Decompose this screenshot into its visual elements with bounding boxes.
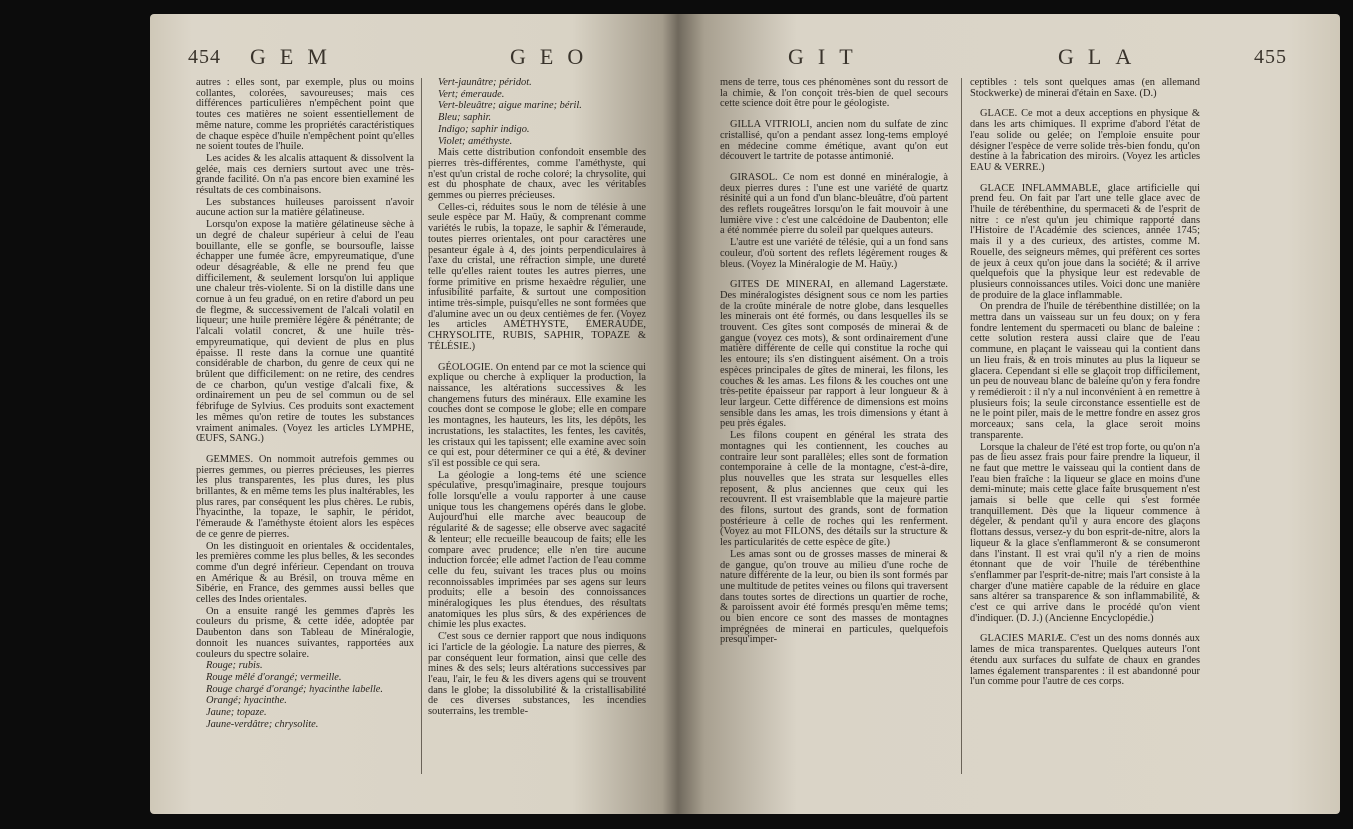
list-item: Bleu; saphir. (438, 112, 492, 124)
left-column-1 (196, 78, 414, 790)
paragraph: Mais cette distribution confondoit ensemble des pierres très-différentes, comme l'améthyste, qui n'est qu'un cristal de roche coloré; la chrysolite, qui est du phosphate de chaux, avec les véritables gemmes ou pierres précieuses. (428, 147, 646, 202)
paragraph: mens de terre, tous ces phénomènes sont du ressort de la chimie, & l'on conçoit très-bien de quel secours cette science doit être pour le géologiste. (720, 78, 948, 110)
paragraph: Lorsqu'on expose la matière gélatineuse sèche à un degré de chaleur supérieur à celui de l'eau bouillante, elle se gonfle, se boursoufle, laisse échapper une fumée âcre, empyreumatique, d'une odeur désagréable, & elle ne prend feu que difficilement, & seulement lorsqu'on lui applique une chaleur très-violente. Si on la distille dans une cornue à un feu gradué, on en retire d'abord un peu de flegme, & successivement de l'alcali volatil en liqueur; une huile première légère & pénétrante; de l'alcali volatil concret, & une huile très-empyreumatique, qui devient de plus en plus épaisse. Il reste dans la cornue une quantité considérable de charbon, du genre de ceux qui ne brûlent que difficilement: on ne retire, des cendres de ce charbon, qu'un vestige d'alcali fixe, & ordinairement un peu de sel commun ou de sel fébrifuge de Sylvius. Ces produits sont exactement les mêmes qu'on retire de toutes les substances vraiment animales. (Voyez les articles LYMPHE, ŒUFS, SANG.) (196, 219, 414, 445)
list-item: Violet; améthyste. (438, 135, 513, 147)
left-column-2 (428, 78, 646, 790)
list-item: Vert-bleuâtre; aigue marine; béril. (438, 100, 582, 112)
right-header-left: GIT (788, 44, 867, 69)
paragraph: Lorsque la chaleur de l'été est trop forte, ou qu'on n'a pas de lieu assez frais pour faire prendre la liqueur, il ne faut que mettre le vaisseau qui la contient dans de l'eau bien fraîche : la liqueur se glace en moins d'une demi-minute; mais cette glace faite brusquement n'est jamais si belle que celle qui s'est formée tranquillement. Dès que la liqueur commence à dégeler, & pendant qu'il y aura encore des glaçons flottans dessus, versez-y du bon esprit-de-nitre, alors la liqueur & la glace s'enflammeront & se consumeront dans l'instant. Il est vrai qu'il n'y a rien de moins étonnant que de voir l'huile de térébenthine s'enflammer par l'esprit-de-nitre; mais l'art consiste à la charger d'une matière capable de la réduire en glace sans altérer sa transparence & son inflammabilité, & c'est ce qui arrive dans le procédé qu'on vient d'indiquer. (D. J.) (Ancienne Encyclopédie.) (970, 441, 1200, 624)
column-divider (421, 78, 422, 774)
paragraph: Les substances huileuses paroissent n'avoir aucune action sur la matière gélatineuse. (196, 196, 414, 219)
paragraph: Les filons coupent en général les strata des montagnes qui les contiennent, les couches au contraire leur sont parallèles; elles sont de formation contemporaine à celle de la montagne, c'est-à-dire, plus nouvelles que les strata sur lesquelles elles reposent, & plus anciennes que ceux qui les recouvrent. Il est vraisemblable que la majeure partie des filons, surtout des grands, sont de formation postérieure à celle de roches qui les renferment. (Voyez au mot FILONS, des détails sur la structure & les particularités de cette espèce de gîte.) (720, 430, 948, 549)
open-book (150, 14, 1340, 814)
entry-gilla-vitrioli: GILLA VITRIOLI, ancien nom du sulfate de zinc cristallisé, qu'on a pendant assez long-tems employé en médecine comme émétique, avant qu'on eut découvert le tartrite de potasse antimonié. (720, 119, 948, 163)
paragraph: On prendra de l'huile de térébenthine distillée; on la mettra dans un vaisseau sur un feu doux; on y fera fondre lentement du spermaceti ou blanc de baleine : cette solution restera aussi claire que de l'eau commune, en plaçant le vaisseau qui la contient dans un lieu frais, & en trois minutes au plus la liqueur se glacera. Cependant si elle se glaçoit trop difficilement, un peu de nouveau blanc de baleine qu'on y fera fondre y remédieroit : il n'y a nul inconvénient à en remettre à plusieurs fois; la seule circonstance essentielle est de ne le point piler, mais de le mettre fondre en assez gros morceaux; sans cela, la glace seroit moins transparente. (970, 301, 1200, 441)
paragraph: Les acides & les alcalis attaquent & dissolvent la gelée, mais ces derniers surtout avec une très-grande facilité. On n'a pas encore bien examiné les résultats de ces combinaisons. (196, 152, 414, 197)
entry-girasol: GIRASOL. Ce nom est donné en minéralogie, à deux pierres dures : l'une est une variété de quartz résinité qui a un fond d'un blanc-bleuâtre, d'où partent des reflets rougeâtres lorsqu'on le fait mouvoir à une lumière vive : c'est une calcédoine de Daubenton; elle a été nommée pierre du soleil par quelques auteurs. (720, 171, 948, 237)
entry-geologie: GÉOLOGIE. On entend par ce mot la science qui explique ou cherche à expliquer la production, la naissance, les altérations successives & les changemens futurs des minéraux. Elle examine les couches dont se compose le globe; elle en compare les montagnes, les hauteurs, les lits, les dépôts, les incrustations, les stalactites, les fentes, les cavités, les cristaux qui les tapissent; elle examine avec soin ce qui est, pour déterminer ce qui a été, & deviner s'il est possible ce qui sera. (428, 361, 646, 469)
list-item: Vert-jaunâtre; péridot. (438, 78, 532, 88)
paragraph: Les amas sont ou de grosses masses de minerai & de gangue, qu'on trouve au milieu d'une roche de nature différente de la leur, ou bien ils sont formés par une multitude de petites veines ou filons qui traversent dans toutes sortes de directions un quartier de roche, & paroissent avoir été formés presqu'en même tems; ou bien encore ce sont des masses de montagnes imprégnées de minerai en particules, quelquefois presqu'imper- (720, 548, 948, 646)
left-page (150, 14, 678, 814)
list-item: Indigo; saphir indigo. (438, 123, 530, 135)
entry-glace-inflammable: GLACE INFLAMMABLE, glace artificielle qui prend feu. On fait par l'art une telle glace avec de l'huile de térébenthine, du spermaceti & de l'esprit de nitre : ce n'est qu'un jeu chimique rapporté dans l'Histoire de l'Académie des sciences, année 1745; mais il y a des curieux, des artistes, comme M. Rouelle, des seigneurs mêmes, qui préfèrent ces sortes de jeux à ceux qu'on joue dans la société; & il arrive quelquefois que la physique leur est redevable de plusieurs connoissances utiles. Voici donc une manière de produire de la glace inflammable. (970, 182, 1200, 301)
right-column-2 (970, 78, 1200, 790)
right-page (678, 14, 1340, 814)
paragraph: L'autre est une variété de télésie, qui a un fond sans couleur, d'où sortent des reflets légèrement rouges & bleus. (Voyez la Minéralogie de M. Haüy.) (720, 237, 948, 270)
entry-gemmes: GEMMES. On nommoit autrefois gemmes ou pierres gemmes, ou pierres précieuses, les pierres les plus transparentes, les plus dures, les plus brillantes, & en même tems les plus inaltérables, les plus rares, par conséquent les plus chères. Le rubis, l'hyacinthe, la topaze, le saphir, le péridot, l'émeraude & l'améthyste étoient alors les espèces de ce genre de pierres. (196, 453, 414, 540)
list-item: Jaune-verdâtre; chrysolite. (206, 718, 319, 730)
column-divider (961, 78, 962, 774)
right-column-1 (720, 78, 948, 790)
left-page-number: 454 (188, 46, 221, 68)
list-item: Rouge mêlé d'orangé; vermeille. (206, 671, 342, 683)
list-item: Orangé; hyacinthe. (206, 695, 287, 707)
list-item: Rouge chargé d'orangé; hyacinthe labelle. (206, 683, 383, 695)
paragraph: On les distinguoit en orientales & occidentales, les premières comme les plus belles, & les secondes comme d'un degré inférieur. Cependant on trouva en Amérique & au Brésil, on trouva même en Sibérie, en France, des gemmes aussi belles que celles des Indes orientales. (196, 540, 414, 606)
entry-gites-de-minerai: GITES DE MINERAI, en allemand Lagerstæte. Des minéralogistes désignent sous ce nom les parties de la croûte minérale de notre globe, dans lesquelles les minerais ont été formés, ou dans lesquelles ils se trouvent. Ces gîtes sont composés de minerai & de gangue (voyez ces mots), & sont ordinairement d'une matière différente de celle qui constitue la roche qui les entoure; ils s'en distinguent aisément. On a trois espèces principales de gîtes de minerai, les filons, les couches & les amas. Les filons & les couches ont une très-petite épaisseur par rapport à leur longueur & à leur largeur. Cette différence de dimensions est moins sensible dans les amas, les trois dimensions y étant à peu près égales. (720, 279, 948, 430)
list-item: Vert; émeraude. (438, 88, 505, 100)
paragraph: C'est sous ce dernier rapport que nous indiquons ici l'article de la géologie. La nature des pierres, & par conséquent leur formation, ainsi que celle des mines & des sels; leurs altérations successives par l'eau, l'air, le feu & les divers agens qui se trouvent dans le globe; la dissolubilité & la cristallisabilité de ces diverses substances, les incendies souterrains, les tremble- (428, 631, 646, 718)
paragraph: ceptibles : tels sont quelques amas (en allemand Stockwerke) de minerai d'étain en Saxe. (D.) (970, 78, 1200, 99)
left-header-right: GEO (510, 44, 598, 69)
list-item: Rouge; rubis. (206, 660, 263, 672)
entry-glace: GLACE. Ce mot a deux acceptions en physique & dans les arts chimiques. Il exprime d'abord l'état de l'eau solide ou gelée; on l'emploie ensuite pour désigner l'espèce de verre solide très-bien fondu, qu'on destine à la fabrication des miroirs. (Voyez les articles EAU & VERRE.) (970, 108, 1200, 173)
right-page-number: 455 (1254, 46, 1287, 68)
right-header-right: GLA (1058, 44, 1146, 69)
list-item: Jaune; topaze. (206, 707, 267, 719)
paragraph: La géologie a long-tems été une science spéculative, presqu'imaginaire, presque toujours folle lorsqu'elle a voulu rapporter à une cause unique tous les changemens opérés dans le globe. Aujourd'hui elle marche avec beaucoup de régularité & de sagesse; elle observe avec sagacité & lenteur; elle recueille beaucoup de faits; elle les compare avec prudence; elle n'en tire aucune induction forcée; elle admet l'action de l'eau comme celle du feu, suivant les traces plus ou moins reconnoissables imprimées par ses agens sur leurs produits; elle a besoin des connoissances minéralogiques les plus étendues, des résultats anatomiques les plus sûrs, & des expériences de chimie les plus exactes. (428, 469, 646, 631)
paragraph: Celles-ci, réduites sous le nom de télésie à une seule espèce par M. Haüy, & comprenant comme variétés le rubis, la topaze, le saphir & l'émeraude, toutes pierres orientales, ont pour caractères une pesanteur égale à 4, des joints perpendiculaires à l'axe du cristal, une réfraction simple, une dureté telle qu'elles raient toutes les autres pierres, une forme primitive en prisme hexaèdre régulier, une infusibilité parfaite, & surtout une composition intime très-simple, puisqu'elles ne sont formées que d'alumine avec un ou deux centièmes de fer. (Voyez les articles AMÉTHYSTE, ÉMERAUDE, CHRYSOLITE, RUBIS, SAPHIR, TOPAZE & TÉLÉSIE.) (428, 201, 646, 352)
entry-glacies-mariae: GLACIES MARIÆ. C'est un des noms donnés aux lames de mica transparentes. Quelques auteurs l'ont étendu aux surfaces du sulfate de chaux en grandes lames également transparentes : il est abandonné pour l'un comme pour l'autre de ces corps. (970, 633, 1200, 688)
paragraph: autres : elles sont, par exemple, plus ou moins collantes, colorées, savoureuses; mais ces différences particulières n'empêchent point que toutes ces matières ne soient essentiellement de même nature, comme les propriétés caractéristiques de chaque espèce d'huile n'empêchent point qu'elles ne soient toutes de l'huile. (196, 78, 414, 153)
paragraph: On a ensuite rangé les gemmes d'après les couleurs du prisme, & cette idée, adoptée par Daubenton dans son Tableau de Minéralogie, donnoit les nuances suivantes, rapportées aux couleurs du spectre solaire. (196, 605, 414, 660)
left-header-left: GEM (250, 44, 341, 69)
